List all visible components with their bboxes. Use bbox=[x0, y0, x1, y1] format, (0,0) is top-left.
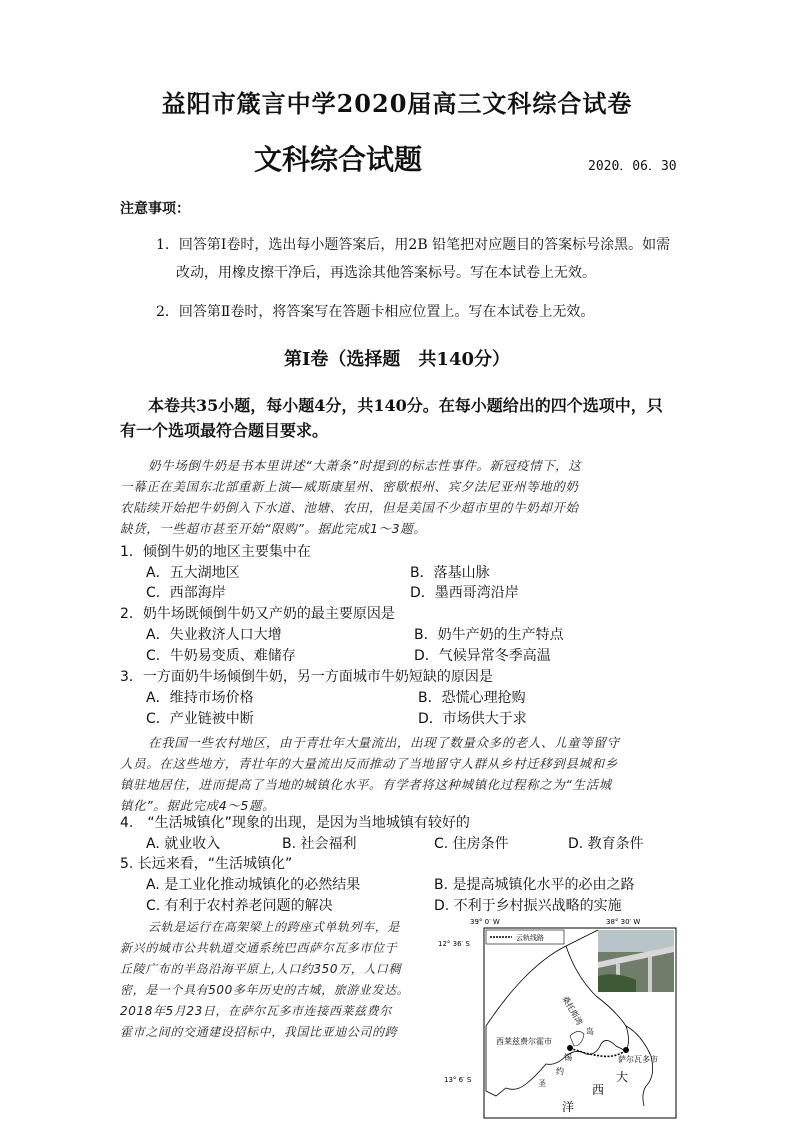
map-peninsula-b: 约 bbox=[556, 1067, 564, 1076]
passage-line: 农陆续开始把牛奶倒入下水道、池塘、农田，但是美国不少超市里的牛奶却开始 bbox=[120, 500, 579, 515]
q1-option-d: D．墨西哥湾沿岸 bbox=[410, 585, 519, 601]
q2-option-d: D．气候异常冬季高温 bbox=[414, 648, 551, 664]
q3-option-a: A．维持市场价格 bbox=[146, 690, 254, 706]
q5-option-c: C. 有利于农村养老问题的解决 bbox=[146, 898, 333, 914]
question-2-stem: 2．奶牛场既倾倒牛奶又产奶的最主要原因是 bbox=[120, 606, 395, 622]
q5-option-d: D. 不利于乡村振兴战略的实施 bbox=[434, 898, 622, 914]
q5-option-a: A. 是工业化推动城镇化的必然结果 bbox=[146, 877, 361, 893]
question-1-stem: 1．倾倒牛奶的地区主要集中在 bbox=[120, 544, 311, 560]
q2-option-b: B．奶牛产奶的生产特点 bbox=[414, 627, 564, 643]
map-ocean-3: 洋 bbox=[562, 1100, 575, 1114]
passage-line: 镇化”。据此完成4～5题。 bbox=[120, 798, 276, 813]
map-city-west: 西莱兹费尔霍市 bbox=[496, 1037, 552, 1046]
city-west-marker bbox=[567, 1045, 573, 1051]
map-legend-label: 云轨线路 bbox=[516, 934, 544, 942]
map-lon-right: 38° 30′ W bbox=[606, 918, 641, 926]
q4-option-b: B. 社会福利 bbox=[282, 836, 357, 852]
section-title: 第Ⅰ卷（选择题 共140分） bbox=[284, 349, 510, 370]
map-lon-left: 39° 0′ W bbox=[470, 918, 500, 926]
question-5-stem: 5. 长远来看，“生活城镇化” bbox=[120, 856, 293, 872]
passage-line: 霍市之间的交通建设招标中，我国比亚迪公司的跨 bbox=[120, 1025, 398, 1039]
map-peninsula-a: 锡 bbox=[564, 1053, 572, 1062]
section-intro: 本卷共35小题，每小题4分，共140分。在每小题给出的四个选项中，只 bbox=[148, 396, 663, 415]
question-3-stem: 3．一方面奶牛场倾倒牛奶，另一方面城市牛奶短缺的原因是 bbox=[120, 669, 493, 685]
q2-option-a: A．失业救济人口大增 bbox=[146, 627, 282, 643]
passage-line: 丘陵广布的半岛沿海平原上,人口约350万，人口稠 bbox=[120, 962, 402, 976]
q1-option-a: A．五大湖地区 bbox=[146, 565, 240, 581]
exam-title: 益阳市箴言中学2020届高三文科综合试卷 bbox=[161, 89, 633, 118]
notice-item-1: 1．回答第Ⅰ卷时，选出每小题答案后，用2B 铅笔把对应题目的答案标号涂黑。如需 bbox=[156, 237, 671, 253]
passage-line: 奶牛场倒牛奶是书本里讲述“大萧条”时提到的标志性事件。新冠疫情下，这 bbox=[148, 458, 582, 473]
photo-pillar bbox=[648, 956, 652, 992]
passage-line: 在我国一些农村地区，由于青壮年大量流出，出现了数量众多的老人、儿童等留守 bbox=[148, 735, 620, 750]
map-peninsula-c: 圣 bbox=[538, 1079, 546, 1088]
passage-line: 人员。在这些地方，青壮年的大量流出反而推动了当地留守人群从乡村迁移到县城和乡 bbox=[120, 756, 618, 771]
section-intro-cont: 有一个选项最符合题目要求。 bbox=[120, 421, 329, 440]
q3-option-b: B．恐慌心理抢购 bbox=[418, 690, 526, 706]
city-east-marker bbox=[623, 1047, 629, 1053]
map-lat-bottom: 13° 6′ S bbox=[444, 1076, 472, 1084]
passage-line: 镇驻地居住，进而提高了当地的城镇化水平。有学者将这种城镇化过程称之为“生活城 bbox=[120, 777, 612, 792]
q3-option-c: C．产业链被中断 bbox=[146, 711, 254, 727]
notice-heading: 注意事项： bbox=[120, 201, 190, 217]
map-ocean-2: 西 bbox=[592, 1083, 605, 1097]
map-city-east: 萨尔瓦多市 bbox=[618, 1055, 658, 1064]
q3-option-d: D．市场供大于求 bbox=[418, 711, 527, 727]
q5-option-b: B. 是提高城镇化水平的必由之路 bbox=[434, 877, 635, 893]
notice-item-1-cont: 改动，用橡皮擦干净后，再选涂其他答案标号。写在本试卷上无效。 bbox=[176, 265, 596, 281]
q4-option-d: D. 教育条件 bbox=[568, 836, 644, 852]
q1-option-c: C．西部海岸 bbox=[146, 585, 226, 601]
q4-option-c: C. 住房条件 bbox=[434, 836, 509, 852]
q1-option-b: B．落基山脉 bbox=[410, 565, 490, 581]
exam-subtitle: 文科综合试题 bbox=[254, 143, 423, 176]
question-4-stem: 4. “生活城镇化”现象的出现，是因为当地城镇有较好的 bbox=[120, 815, 470, 831]
map-lat-top: 12° 36′ S bbox=[438, 940, 470, 948]
map-island-label: 岛 bbox=[586, 1027, 594, 1036]
map-bay-label: 桑托斯湾 bbox=[560, 994, 585, 1027]
q4-option-a: A. 就业收入 bbox=[146, 836, 221, 852]
q2-option-c: C．牛奶易变质、难储存 bbox=[146, 648, 296, 664]
passage-line: 云轨是运行在高架梁上的跨座式单轨列车，是 bbox=[148, 920, 401, 934]
passage-line: 一幕正在美国东北部重新上演—威斯康星州、密歇根州、宾夕法尼亚州等地的奶 bbox=[120, 479, 579, 494]
map-ocean-1: 大 bbox=[616, 1070, 629, 1084]
notice-item-2: 2．回答第Ⅱ卷时，将答案写在答题卡相应位置上。写在本试卷上无效。 bbox=[156, 304, 595, 320]
passage-line: 密，是一个具有500多年历史的古城，旅游业发达。 bbox=[120, 983, 410, 997]
exam-date: 2020．06．30 bbox=[588, 159, 677, 174]
passage-line: 2018年5月23日，在萨尔瓦多市连接西莱兹费尔 bbox=[120, 1004, 392, 1018]
passage-line: 缺货，一些超市甚至开始“限购”。据此完成1～3题。 bbox=[120, 521, 427, 536]
passage-line: 新兴的城市公共轨道交通系统巴西萨尔瓦多市位于 bbox=[120, 941, 398, 955]
salvador-map bbox=[438, 916, 678, 1121]
